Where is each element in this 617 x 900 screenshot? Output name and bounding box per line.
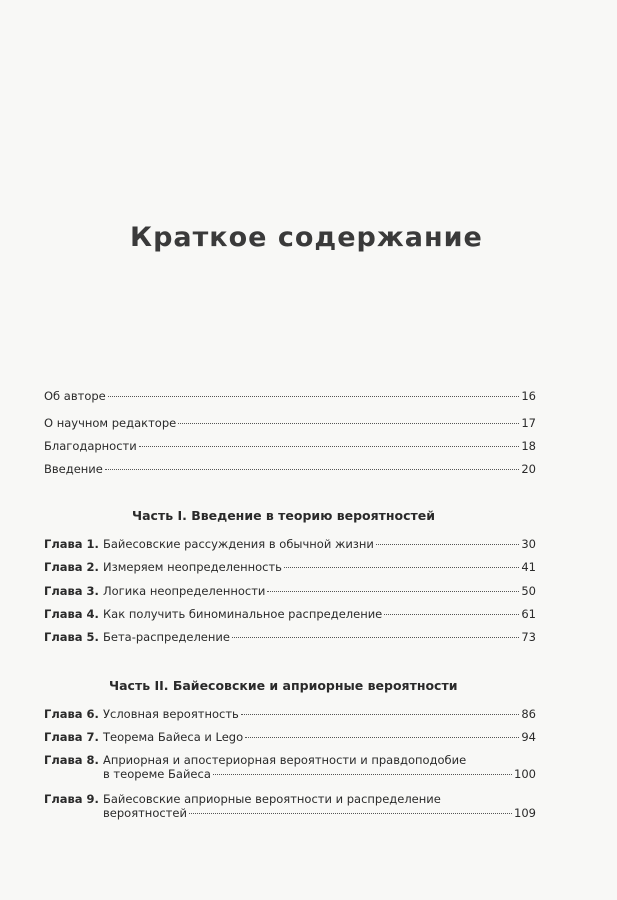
toc-entry-about-editor[interactable]	[44, 416, 536, 431]
toc-entry-chapter-9[interactable]	[103, 806, 536, 821]
toc-entry-title-line2: вероятностей	[103, 806, 187, 820]
toc-entry-chapter-8[interactable]	[103, 767, 536, 782]
toc-page-number: 109	[514, 806, 536, 820]
dot-leader	[376, 544, 519, 545]
toc-entry-title-line1[interactable]: Априорная и апостериорная вероятности и правдоподобие	[103, 753, 467, 767]
toc-entry-title: Измеряем неопределенность	[103, 560, 282, 574]
toc-page-number: 30	[521, 537, 536, 551]
toc-entry-about-author[interactable]	[44, 389, 536, 404]
toc-page-number: 73	[521, 630, 536, 644]
chapter-number: Глава 9.	[44, 792, 99, 806]
part-heading: Часть II. Байесовские и априорные вероятности	[109, 678, 458, 693]
toc-entry-title: Байесовские рассуждения в обычной жизни	[103, 537, 374, 551]
dot-leader	[284, 567, 519, 568]
chapter-number: Глава 4.	[44, 607, 99, 621]
toc-entry-chapter-5[interactable]	[103, 630, 536, 645]
chapter-number: Глава 8.	[44, 753, 99, 767]
toc-entry-title: Об авторе	[44, 389, 106, 403]
toc-entry-introduction[interactable]	[44, 462, 536, 477]
toc-page-number: 16	[521, 389, 536, 403]
toc-entry-chapter-3[interactable]	[103, 584, 536, 599]
chapter-number: Глава 7.	[44, 730, 99, 744]
toc-page-number: 86	[521, 707, 536, 721]
toc-entry-title-line1[interactable]: Байесовские априорные вероятности и распределение	[103, 792, 441, 806]
dot-leader	[245, 737, 519, 738]
toc-entry-title: Теорема Байеса и Lego	[103, 730, 244, 744]
toc-page-number: 50	[521, 584, 536, 598]
toc-entry-acknowledgements[interactable]	[44, 439, 536, 454]
toc-entry-title: Условная вероятность	[103, 707, 239, 721]
toc-entry-chapter-7[interactable]	[103, 730, 536, 745]
toc-entry-chapter-1[interactable]	[103, 537, 536, 552]
toc-page-number: 18	[521, 439, 536, 453]
toc-entry-title: Бета-распределение	[103, 630, 230, 644]
toc-page-number: 17	[521, 416, 536, 430]
toc-entry-title: Введение	[44, 462, 103, 476]
dot-leader	[241, 714, 520, 715]
toc-page-number: 94	[521, 730, 536, 744]
dot-leader	[232, 637, 519, 638]
dot-leader	[178, 423, 519, 424]
page-title: Краткое содержание	[130, 222, 483, 253]
chapter-number: Глава 1.	[44, 537, 99, 551]
toc-entry-chapter-4[interactable]	[103, 607, 536, 622]
toc-page-number: 20	[521, 462, 536, 476]
toc-entry-chapter-6[interactable]	[103, 707, 536, 722]
toc-entry-title: Благодарности	[44, 439, 137, 453]
chapter-number: Глава 6.	[44, 707, 99, 721]
part-heading: Часть I. Введение в теорию вероятностей	[132, 508, 436, 523]
toc-entry-title: Как получить биноминальное распределение	[103, 607, 383, 621]
dot-leader	[108, 396, 520, 397]
dot-leader	[105, 469, 520, 470]
toc-page-number: 61	[521, 607, 536, 621]
dot-leader	[139, 446, 520, 447]
toc-entry-title: О научном редакторе	[44, 416, 177, 430]
toc-page-number: 100	[514, 767, 536, 781]
dot-leader	[213, 774, 512, 775]
dot-leader	[267, 591, 519, 592]
toc-entry-title: Логика неопределенности	[103, 584, 266, 598]
dot-leader	[384, 614, 519, 615]
chapter-number: Глава 3.	[44, 584, 99, 598]
toc-entry-title-line2: в теореме Байеса	[103, 767, 211, 781]
toc-entry-chapter-2[interactable]	[103, 560, 536, 575]
chapter-number: Глава 5.	[44, 630, 99, 644]
toc-page-number: 41	[521, 560, 536, 574]
chapter-number: Глава 2.	[44, 560, 99, 574]
dot-leader	[189, 813, 512, 814]
